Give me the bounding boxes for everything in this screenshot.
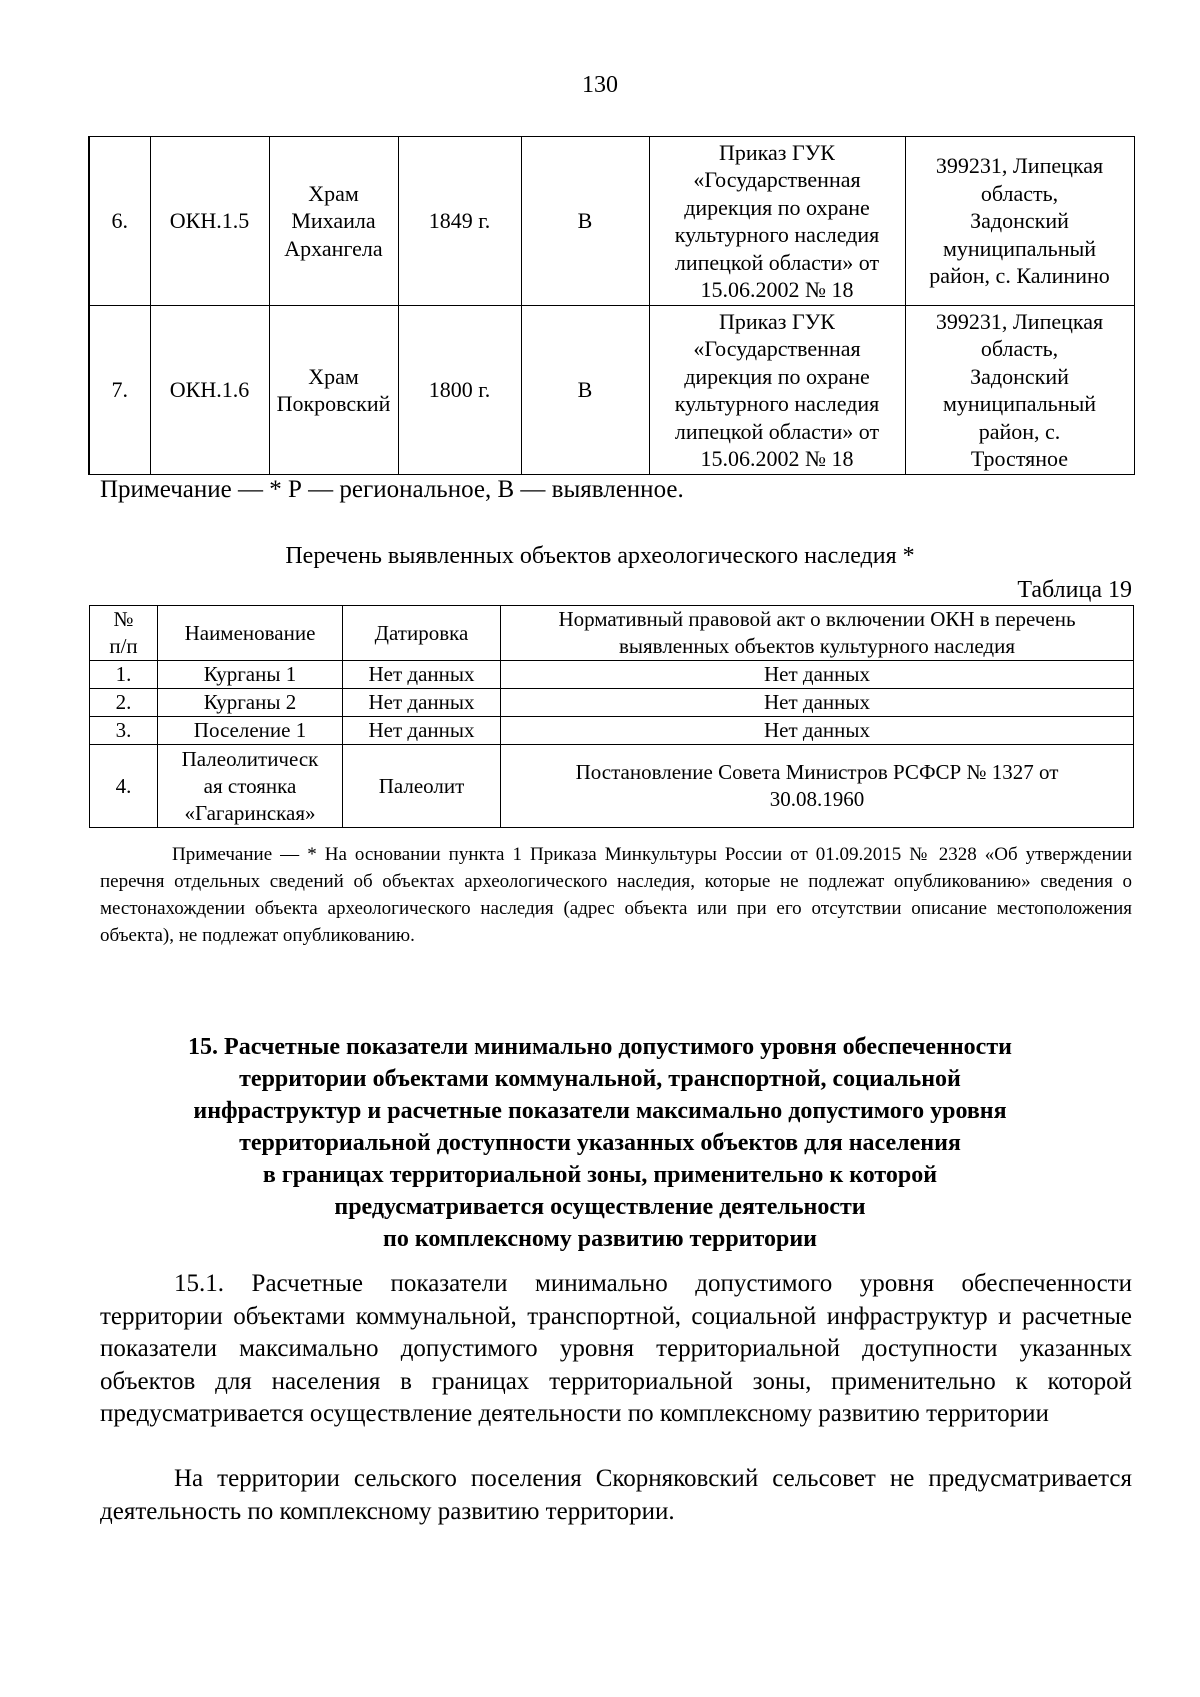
cell-line: липецкой области» от [674,249,880,275]
row-number-cell: 7. [89,306,150,475]
cell-line: муниципальный [942,391,1097,416]
cell-line: липецкой области» от [674,418,880,444]
act-cell [501,745,1134,828]
table-row [90,661,1134,689]
date-cell: 1849 г. [398,137,521,306]
row-number-cell: 6. [89,137,150,306]
address-cell [905,137,1134,306]
name-cell [269,137,398,306]
list-title: Перечень выявленных объектов археологического наследия * [285,543,915,569]
cell-line: Приказ ГУК [719,308,835,334]
cell-line: область, [980,336,1059,361]
cell-line: Постановление Совета Министров РСФСР № 1327 от [575,760,1059,784]
cell-line: Нет данных [763,662,870,686]
status-note: Примечание — * Р — региональное, В — выявленное. [100,476,684,503]
header-act-cell [501,606,1134,661]
cell-line: культурного наследия [674,391,880,416]
cell-line: дирекция по охране [684,194,870,220]
cell-line: Нет данных [763,718,870,742]
heading-line: предусматривается осуществление деятельности [334,1194,866,1220]
cell-line: Покровский [276,391,391,416]
cell-line: 15.06.2002 № 18 [700,446,854,471]
cell-line: 30.08.1960 [769,787,865,811]
row-number-cell: 3. [90,717,158,745]
header-date-cell: Датировка [343,606,501,661]
row-number-cell: 4. [90,745,158,828]
cell-line: Палеолитическ [181,746,319,771]
header-name-cell: Наименование [158,606,343,661]
table-row [89,306,1134,475]
row-number-cell: 2. [90,689,158,717]
table-header-row [90,606,1134,661]
cell-line: муниципальный [942,235,1097,261]
cell-line: Нормативный правовой акт о включении ОКН в перечень [558,607,1076,631]
heading-line: в границах территориальной зоны, применительно к которой [262,1162,938,1188]
name-cell [269,306,398,475]
code-cell: ОКН.1.5 [150,137,269,306]
table-row [90,689,1134,717]
cell-line: Задонский [970,208,1069,234]
cell-line: Приказ ГУК [719,139,835,165]
code-cell: ОКН.1.6 [150,306,269,475]
table-row [90,717,1134,745]
cell-line: Курганы 2 [203,690,297,714]
archaeology-note: Примечание — * На основании пункта 1 Приказа Минкультуры России от 01.09.2015 № 2328 «Об утверждении перечня отдельных сведений об объектах археологического наследия, которые не подлежат опубликованию» сведения о местонахождении объекта археологического наследия (адрес объекта или при его отсутствии описание местоположения объекта), не подлежат опубликованию. [100,844,1132,946]
date-cell: Нет данных [343,661,501,689]
section-heading [100,1031,1100,1255]
cell-line: 399231, Липецкая [935,308,1104,334]
okn-table [88,136,1135,475]
cell-line: Архангела [284,235,383,261]
paragraph-15-1: 15.1. Расчетные показатели минимально допустимого уровня обеспеченности территории объектами коммунальной, транспортной, социальной инфраструктур и расчетные показатели максимально допустимого уровня территориальной доступности указанных объектов для населения в границах территориальной зоны, применительно к которой предусматривается осуществление деятельности по комплексному развитию территории [100,1270,1132,1427]
act-cell [501,717,1134,745]
name-cell [158,661,343,689]
cell-line: выявленных объектов культурного наследия [619,634,1015,658]
cell-line: Тростяное [970,446,1069,471]
cell-line: Курганы 1 [203,662,297,686]
cell-line: Нет данных [763,690,870,714]
heading-line: территории объектами коммунальной, транспортной, социальной [239,1066,961,1092]
cell-line: п/п [109,634,138,658]
cell-line: область, [980,180,1059,206]
date-cell: Нет данных [343,717,501,745]
cell-line: Храм [308,363,359,389]
table-row [89,137,1134,306]
category-cell: В [521,306,649,475]
row-number-cell: 1. [90,661,158,689]
cell-line: «Государственная [693,167,861,192]
address-cell [905,306,1134,475]
page-number: 130 [582,72,618,98]
cell-line: дирекция по охране [684,363,870,389]
archaeology-table [89,605,1134,828]
name-cell [158,745,343,828]
heading-line: по комплексному развитию территории [383,1226,817,1252]
table-label: Таблица 19 [1017,577,1132,603]
date-cell: Палеолит [343,745,501,828]
act-cell [649,137,905,306]
cell-line: «Гагаринская» [184,800,316,825]
date-cell: 1800 г. [398,306,521,475]
cell-line: Поселение 1 [193,718,307,742]
cell-line: ая стоянка [203,773,297,798]
date-cell: Нет данных [343,689,501,717]
category-cell: В [521,137,649,306]
table-row [90,745,1134,828]
cell-line: район, с. Калинино [929,263,1110,289]
act-cell [501,689,1134,717]
heading-line: территориальной доступности указанных объектов для населения [239,1130,961,1156]
cell-line: № [113,607,134,631]
header-num-cell [90,606,158,661]
heading-line: инфраструктур и расчетные показатели максимально допустимого уровня [193,1098,1007,1124]
heading-line: 15. Расчетные показатели минимально допустимого уровня обеспеченности [188,1034,1012,1060]
cell-line: Михаила [291,208,376,234]
name-cell [158,689,343,717]
cell-line: Задонский [970,363,1069,389]
cell-line: Храм [308,180,359,206]
name-cell [158,717,343,745]
cell-line: «Государственная [693,336,861,361]
cell-line: 399231, Липецкая [935,153,1104,179]
cell-line: культурного наследия [674,222,880,247]
cell-line: 15.06.2002 № 18 [700,277,854,302]
paragraph-conclusion: На территории сельского поселения Скорняковский сельсовет не предусматривается деятельность по комплексному развитию территории. [100,1465,1132,1525]
cell-line: район, с. [978,418,1061,444]
act-cell [501,661,1134,689]
act-cell [649,306,905,475]
